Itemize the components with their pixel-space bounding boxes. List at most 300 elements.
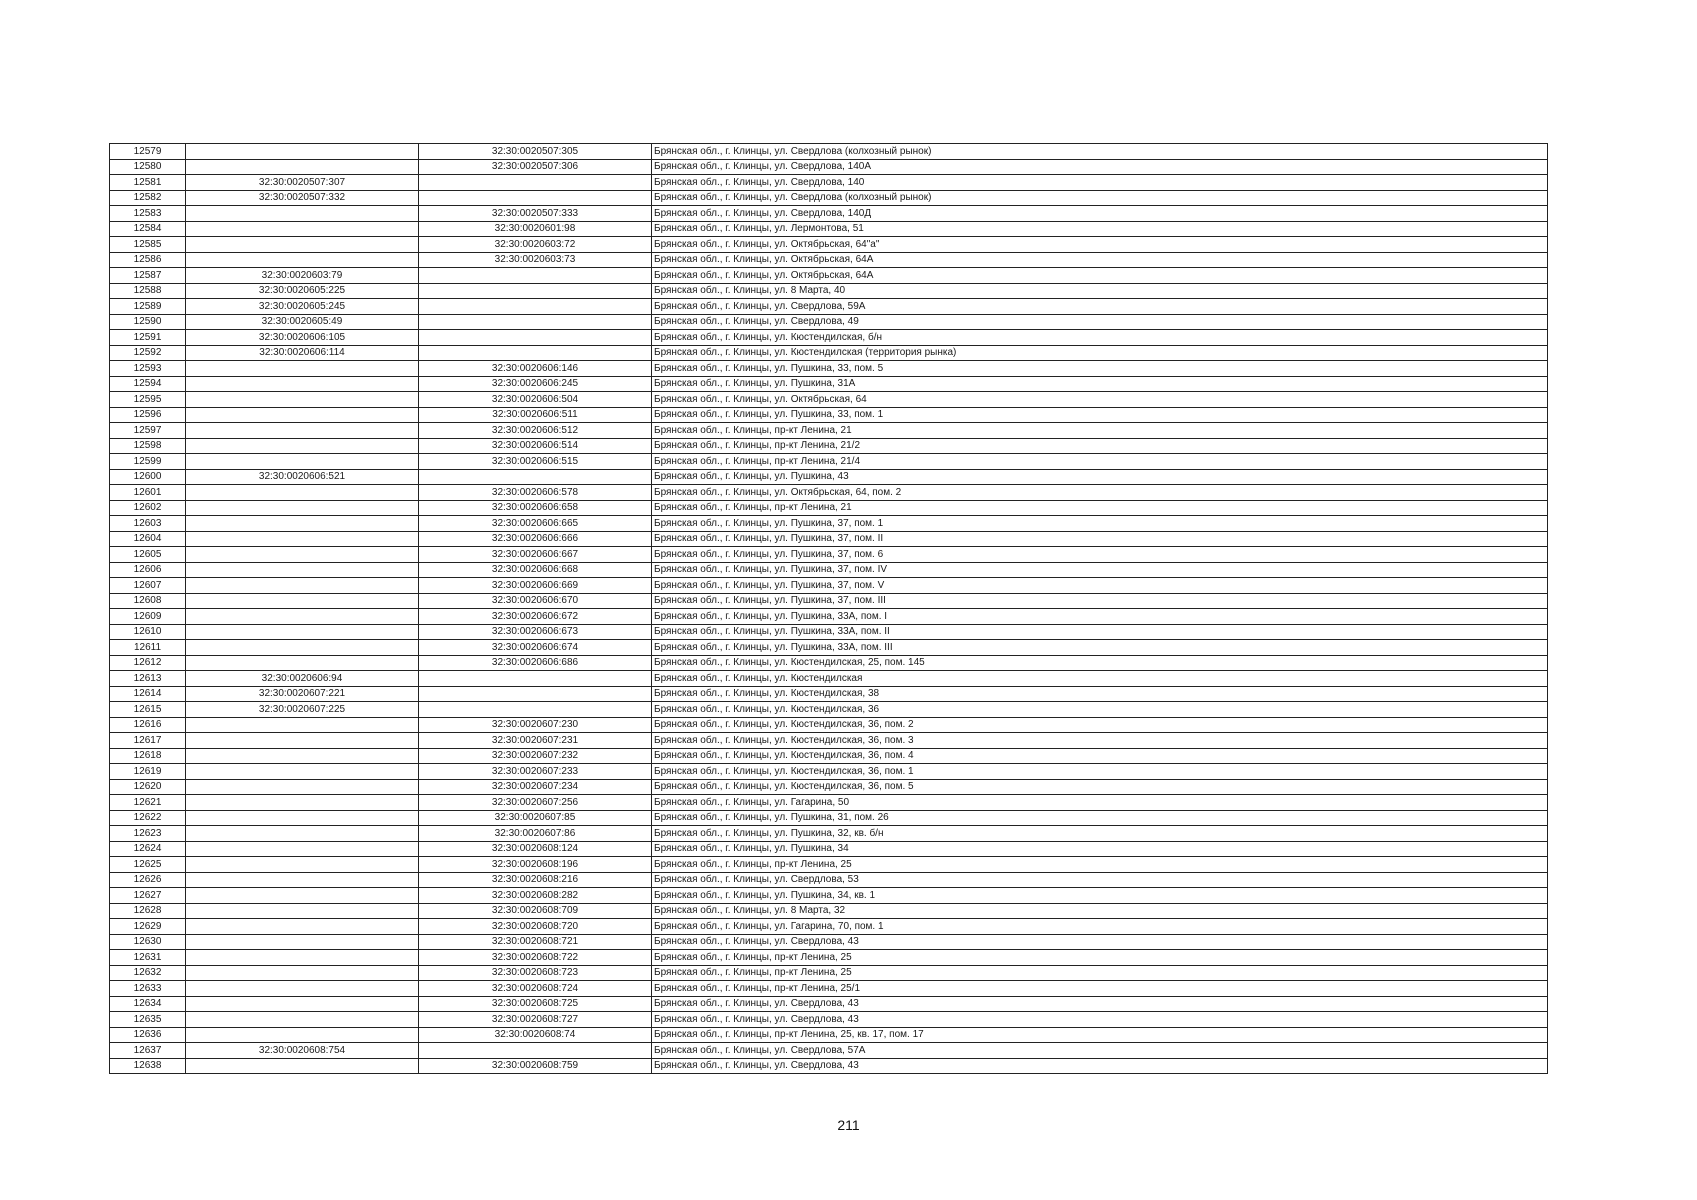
object-cadastral-number-cell: 32:30:0020608:709 (419, 903, 652, 919)
object-cadastral-number-cell: 32:30:0020607:85 (419, 810, 652, 826)
address-cell: Брянская обл., г. Клинцы, ул. Пушкина, 37, пом. III (652, 593, 1548, 609)
registry-table (109, 143, 1548, 1074)
table-row (110, 314, 1548, 330)
address-cell: Брянская обл., г. Клинцы, ул. Свердлова, 43 (652, 1058, 1548, 1074)
cadastral-number-cell: 32:30:0020606:105 (186, 330, 419, 346)
row-number-cell: 12607 (110, 578, 186, 594)
object-cadastral-number-cell: 32:30:0020606:658 (419, 500, 652, 516)
cadastral-number-cell (186, 547, 419, 563)
cadastral-number-cell (186, 733, 419, 749)
row-number-cell: 12637 (110, 1043, 186, 1059)
address-cell: Брянская обл., г. Клинцы, ул. Кюстендилская, 36, пом. 1 (652, 764, 1548, 780)
address-cell: Брянская обл., г. Клинцы, ул. Свердлова, 43 (652, 1012, 1548, 1028)
cadastral-number-cell (186, 438, 419, 454)
object-cadastral-number-cell: 32:30:0020607:234 (419, 779, 652, 795)
cadastral-number-cell (186, 1012, 419, 1028)
row-number-cell: 12608 (110, 593, 186, 609)
cadastral-number-cell (186, 640, 419, 656)
table-row (110, 965, 1548, 981)
row-number-cell: 12626 (110, 872, 186, 888)
table-row (110, 671, 1548, 687)
cadastral-number-cell (186, 485, 419, 501)
object-cadastral-number-cell: 32:30:0020606:578 (419, 485, 652, 501)
object-cadastral-number-cell: 32:30:0020608:759 (419, 1058, 652, 1074)
cadastral-number-cell (186, 996, 419, 1012)
row-number-cell: 12628 (110, 903, 186, 919)
row-number-cell: 12630 (110, 934, 186, 950)
address-cell: Брянская обл., г. Клинцы, ул. Пушкина, 33А, пом. II (652, 624, 1548, 640)
object-cadastral-number-cell: 32:30:0020608:124 (419, 841, 652, 857)
address-cell: Брянская обл., г. Клинцы, ул. Пушкина, 33А, пом. I (652, 609, 1548, 625)
address-cell: Брянская обл., г. Клинцы, ул. Гагарина, 50 (652, 795, 1548, 811)
row-number-cell: 12622 (110, 810, 186, 826)
row-number-cell: 12623 (110, 826, 186, 842)
row-number-cell: 12591 (110, 330, 186, 346)
object-cadastral-number-cell: 32:30:0020608:196 (419, 857, 652, 873)
registry-sheet (109, 143, 1548, 1074)
object-cadastral-number-cell: 32:30:0020606:146 (419, 361, 652, 377)
table-row (110, 686, 1548, 702)
table-row (110, 950, 1548, 966)
row-number-cell: 12579 (110, 144, 186, 160)
cadastral-number-cell: 32:30:0020606:521 (186, 469, 419, 485)
row-number-cell: 12625 (110, 857, 186, 873)
cadastral-number-cell: 32:30:0020607:225 (186, 702, 419, 718)
object-cadastral-number-cell: 32:30:0020601:98 (419, 221, 652, 237)
object-cadastral-number-cell (419, 299, 652, 315)
address-cell: Брянская обл., г. Клинцы, ул. Октябрьская, 64, пом. 2 (652, 485, 1548, 501)
table-row (110, 407, 1548, 423)
row-number-cell: 12633 (110, 981, 186, 997)
object-cadastral-number-cell (419, 330, 652, 346)
address-cell: Брянская обл., г. Клинцы, ул. Свердлова, 43 (652, 934, 1548, 950)
address-cell: Брянская обл., г. Клинцы, ул. Свердлова (колхозный рынок) (652, 144, 1548, 160)
table-row (110, 810, 1548, 826)
object-cadastral-number-cell (419, 686, 652, 702)
object-cadastral-number-cell: 32:30:0020606:673 (419, 624, 652, 640)
table-row (110, 1012, 1548, 1028)
object-cadastral-number-cell: 32:30:0020606:665 (419, 516, 652, 532)
table-row (110, 934, 1548, 950)
table-row (110, 826, 1548, 842)
cadastral-number-cell: 32:30:0020605:49 (186, 314, 419, 330)
table-row (110, 221, 1548, 237)
cadastral-number-cell (186, 578, 419, 594)
table-row (110, 717, 1548, 733)
table-row (110, 996, 1548, 1012)
address-cell: Брянская обл., г. Клинцы, ул. Кюстендилская, 36, пом. 4 (652, 748, 1548, 764)
row-number-cell: 12602 (110, 500, 186, 516)
object-cadastral-number-cell: 32:30:0020607:232 (419, 748, 652, 764)
table-row (110, 438, 1548, 454)
table-row (110, 795, 1548, 811)
row-number-cell: 12600 (110, 469, 186, 485)
address-cell: Брянская обл., г. Клинцы, ул. Свердлова, 140 (652, 175, 1548, 191)
row-number-cell: 12610 (110, 624, 186, 640)
address-cell: Брянская обл., г. Клинцы, пр-кт Ленина, 21/4 (652, 454, 1548, 470)
cadastral-number-cell (186, 950, 419, 966)
address-cell: Брянская обл., г. Клинцы, ул. Кюстендилская (652, 671, 1548, 687)
table-row (110, 702, 1548, 718)
object-cadastral-number-cell: 32:30:0020608:723 (419, 965, 652, 981)
cadastral-number-cell (186, 795, 419, 811)
row-number-cell: 12619 (110, 764, 186, 780)
table-row (110, 748, 1548, 764)
row-number-cell: 12618 (110, 748, 186, 764)
cadastral-number-cell (186, 392, 419, 408)
table-row (110, 392, 1548, 408)
object-cadastral-number-cell: 32:30:0020607:233 (419, 764, 652, 780)
table-row (110, 609, 1548, 625)
object-cadastral-number-cell: 32:30:0020608:725 (419, 996, 652, 1012)
row-number-cell: 12588 (110, 283, 186, 299)
object-cadastral-number-cell (419, 1043, 652, 1059)
table-row (110, 159, 1548, 175)
row-number-cell: 12603 (110, 516, 186, 532)
table-row (110, 593, 1548, 609)
address-cell: Брянская обл., г. Клинцы, ул. 8 Марта, 40 (652, 283, 1548, 299)
row-number-cell: 12580 (110, 159, 186, 175)
cadastral-number-cell (186, 206, 419, 222)
address-cell: Брянская обл., г. Клинцы, ул. Пушкина, 34, кв. 1 (652, 888, 1548, 904)
cadastral-number-cell (186, 717, 419, 733)
table-row (110, 283, 1548, 299)
table-row (110, 299, 1548, 315)
address-cell: Брянская обл., г. Клинцы, ул. 8 Марта, 32 (652, 903, 1548, 919)
object-cadastral-number-cell: 32:30:0020606:512 (419, 423, 652, 439)
address-cell: Брянская обл., г. Клинцы, пр-кт Ленина, 25, кв. 17, пом. 17 (652, 1027, 1548, 1043)
table-row (110, 562, 1548, 578)
cadastral-number-cell (186, 965, 419, 981)
table-row (110, 981, 1548, 997)
object-cadastral-number-cell: 32:30:0020608:724 (419, 981, 652, 997)
cadastral-number-cell: 32:30:0020606:94 (186, 671, 419, 687)
cadastral-number-cell: 32:30:0020605:225 (186, 283, 419, 299)
address-cell: Брянская обл., г. Клинцы, ул. Пушкина, 37, пом. V (652, 578, 1548, 594)
row-number-cell: 12595 (110, 392, 186, 408)
address-cell: Брянская обл., г. Клинцы, ул. Октябрьская, 64"а" (652, 237, 1548, 253)
address-cell: Брянская обл., г. Клинцы, ул. Октябрьская, 64 (652, 392, 1548, 408)
table-row (110, 175, 1548, 191)
cadastral-number-cell (186, 531, 419, 547)
row-number-cell: 12627 (110, 888, 186, 904)
cadastral-number-cell (186, 500, 419, 516)
address-cell: Брянская обл., г. Клинцы, ул. Кюстендилская (территория рынка) (652, 345, 1548, 361)
object-cadastral-number-cell: 32:30:0020603:73 (419, 252, 652, 268)
cadastral-number-cell (186, 593, 419, 609)
cadastral-number-cell (186, 361, 419, 377)
table-row (110, 268, 1548, 284)
object-cadastral-number-cell: 32:30:0020607:86 (419, 826, 652, 842)
row-number-cell: 12605 (110, 547, 186, 563)
row-number-cell: 12635 (110, 1012, 186, 1028)
table-row (110, 624, 1548, 640)
table-row (110, 919, 1548, 935)
address-cell: Брянская обл., г. Клинцы, ул. Гагарина, 70, пом. 1 (652, 919, 1548, 935)
cadastral-number-cell (186, 841, 419, 857)
table-row (110, 888, 1548, 904)
row-number-cell: 12593 (110, 361, 186, 377)
row-number-cell: 12598 (110, 438, 186, 454)
row-number-cell: 12594 (110, 376, 186, 392)
object-cadastral-number-cell: 32:30:0020603:72 (419, 237, 652, 253)
address-cell: Брянская обл., г. Клинцы, ул. Пушкина, 34 (652, 841, 1548, 857)
address-cell: Брянская обл., г. Клинцы, ул. Кюстендилская, 36, пом. 3 (652, 733, 1548, 749)
table-row (110, 872, 1548, 888)
address-cell: Брянская обл., г. Клинцы, ул. Пушкина, 33А, пом. III (652, 640, 1548, 656)
object-cadastral-number-cell (419, 190, 652, 206)
table-row (110, 454, 1548, 470)
cadastral-number-cell (186, 454, 419, 470)
cadastral-number-cell (186, 376, 419, 392)
row-number-cell: 12636 (110, 1027, 186, 1043)
table-row (110, 841, 1548, 857)
row-number-cell: 12612 (110, 655, 186, 671)
table-row (110, 469, 1548, 485)
address-cell: Брянская обл., г. Клинцы, ул. Кюстендилская, 36 (652, 702, 1548, 718)
cadastral-number-cell (186, 252, 419, 268)
address-cell: Брянская обл., г. Клинцы, ул. Свердлова (колхозный рынок) (652, 190, 1548, 206)
row-number-cell: 12613 (110, 671, 186, 687)
table-row (110, 516, 1548, 532)
table-row (110, 779, 1548, 795)
object-cadastral-number-cell (419, 175, 652, 191)
cadastral-number-cell: 32:30:0020607:221 (186, 686, 419, 702)
address-cell: Брянская обл., г. Клинцы, ул. Свердлова, 49 (652, 314, 1548, 330)
row-number-cell: 12609 (110, 609, 186, 625)
cadastral-number-cell (186, 624, 419, 640)
object-cadastral-number-cell: 32:30:0020606:674 (419, 640, 652, 656)
table-row (110, 206, 1548, 222)
object-cadastral-number-cell (419, 345, 652, 361)
object-cadastral-number-cell: 32:30:0020606:669 (419, 578, 652, 594)
table-row (110, 531, 1548, 547)
registry-table-body (110, 144, 1548, 1074)
row-number-cell: 12621 (110, 795, 186, 811)
cadastral-number-cell (186, 919, 419, 935)
table-row (110, 361, 1548, 377)
address-cell: Брянская обл., г. Клинцы, ул. Пушкина, 33, пом. 5 (652, 361, 1548, 377)
address-cell: Брянская обл., г. Клинцы, ул. Свердлова, 43 (652, 996, 1548, 1012)
address-cell: Брянская обл., г. Клинцы, пр-кт Ленина, 25 (652, 965, 1548, 981)
row-number-cell: 12631 (110, 950, 186, 966)
row-number-cell: 12601 (110, 485, 186, 501)
cadastral-number-cell: 32:30:0020603:79 (186, 268, 419, 284)
row-number-cell: 12584 (110, 221, 186, 237)
table-row (110, 547, 1548, 563)
address-cell: Брянская обл., г. Клинцы, ул. Пушкина, 33, пом. 1 (652, 407, 1548, 423)
cadastral-number-cell: 32:30:0020608:754 (186, 1043, 419, 1059)
object-cadastral-number-cell: 32:30:0020606:504 (419, 392, 652, 408)
address-cell: Брянская обл., г. Клинцы, ул. Кюстендилская, 36, пом. 5 (652, 779, 1548, 795)
cadastral-number-cell (186, 407, 419, 423)
cadastral-number-cell (186, 810, 419, 826)
table-row (110, 190, 1548, 206)
object-cadastral-number-cell: 32:30:0020608:216 (419, 872, 652, 888)
row-number-cell: 12604 (110, 531, 186, 547)
address-cell: Брянская обл., г. Клинцы, пр-кт Ленина, 25 (652, 950, 1548, 966)
object-cadastral-number-cell: 32:30:0020606:666 (419, 531, 652, 547)
table-row (110, 578, 1548, 594)
row-number-cell: 12638 (110, 1058, 186, 1074)
row-number-cell: 12592 (110, 345, 186, 361)
table-row (110, 764, 1548, 780)
table-row (110, 237, 1548, 253)
address-cell: Брянская обл., г. Клинцы, ул. Октябрьская, 64А (652, 252, 1548, 268)
table-row (110, 733, 1548, 749)
cadastral-number-cell (186, 562, 419, 578)
table-row (110, 144, 1548, 160)
row-number-cell: 12589 (110, 299, 186, 315)
cadastral-number-cell (186, 1058, 419, 1074)
cadastral-number-cell (186, 144, 419, 160)
address-cell: Брянская обл., г. Клинцы, ул. Кюстендилская, 25, пом. 145 (652, 655, 1548, 671)
address-cell: Брянская обл., г. Клинцы, ул. Октябрьская, 64А (652, 268, 1548, 284)
table-row (110, 423, 1548, 439)
table-row (110, 330, 1548, 346)
cadastral-number-cell (186, 609, 419, 625)
object-cadastral-number-cell: 32:30:0020608:720 (419, 919, 652, 935)
object-cadastral-number-cell (419, 283, 652, 299)
row-number-cell: 12634 (110, 996, 186, 1012)
cadastral-number-cell: 32:30:0020606:114 (186, 345, 419, 361)
address-cell: Брянская обл., г. Клинцы, ул. Пушкина, 31А (652, 376, 1548, 392)
object-cadastral-number-cell: 32:30:0020607:231 (419, 733, 652, 749)
object-cadastral-number-cell: 32:30:0020607:230 (419, 717, 652, 733)
address-cell: Брянская обл., г. Клинцы, ул. Кюстендилская, 36, пом. 2 (652, 717, 1548, 733)
cadastral-number-cell: 32:30:0020507:307 (186, 175, 419, 191)
cadastral-number-cell: 32:30:0020507:332 (186, 190, 419, 206)
cadastral-number-cell (186, 779, 419, 795)
object-cadastral-number-cell: 32:30:0020608:722 (419, 950, 652, 966)
address-cell: Брянская обл., г. Клинцы, пр-кт Ленина, 25/1 (652, 981, 1548, 997)
table-row (110, 485, 1548, 501)
object-cadastral-number-cell: 32:30:0020608:282 (419, 888, 652, 904)
address-cell: Брянская обл., г. Клинцы, ул. Свердлова, 53 (652, 872, 1548, 888)
row-number-cell: 12629 (110, 919, 186, 935)
cadastral-number-cell (186, 423, 419, 439)
table-row (110, 640, 1548, 656)
row-number-cell: 12597 (110, 423, 186, 439)
object-cadastral-number-cell: 32:30:0020606:245 (419, 376, 652, 392)
address-cell: Брянская обл., г. Клинцы, ул. Свердлова, 140Д (652, 206, 1548, 222)
table-row (110, 1058, 1548, 1074)
object-cadastral-number-cell: 32:30:0020507:333 (419, 206, 652, 222)
object-cadastral-number-cell: 32:30:0020606:668 (419, 562, 652, 578)
cadastral-number-cell (186, 159, 419, 175)
address-cell: Брянская обл., г. Клинцы, ул. Пушкина, 31, пом. 26 (652, 810, 1548, 826)
address-cell: Брянская обл., г. Клинцы, ул. Кюстендилская, б/н (652, 330, 1548, 346)
address-cell: Брянская обл., г. Клинцы, ул. Свердлова, 140А (652, 159, 1548, 175)
address-cell: Брянская обл., г. Клинцы, пр-кт Ленина, 21/2 (652, 438, 1548, 454)
row-number-cell: 12583 (110, 206, 186, 222)
object-cadastral-number-cell: 32:30:0020606:515 (419, 454, 652, 470)
address-cell: Брянская обл., г. Клинцы, ул. Свердлова, 57А (652, 1043, 1548, 1059)
cadastral-number-cell (186, 857, 419, 873)
object-cadastral-number-cell: 32:30:0020606:686 (419, 655, 652, 671)
row-number-cell: 12590 (110, 314, 186, 330)
object-cadastral-number-cell: 32:30:0020606:667 (419, 547, 652, 563)
row-number-cell: 12632 (110, 965, 186, 981)
cadastral-number-cell: 32:30:0020605:245 (186, 299, 419, 315)
address-cell: Брянская обл., г. Клинцы, пр-кт Ленина, 25 (652, 857, 1548, 873)
table-row (110, 376, 1548, 392)
row-number-cell: 12581 (110, 175, 186, 191)
address-cell: Брянская обл., г. Клинцы, ул. Лермонтова, 51 (652, 221, 1548, 237)
address-cell: Брянская обл., г. Клинцы, пр-кт Ленина, 21 (652, 500, 1548, 516)
address-cell: Брянская обл., г. Клинцы, ул. Пушкина, 37, пом. II (652, 531, 1548, 547)
object-cadastral-number-cell (419, 469, 652, 485)
address-cell: Брянская обл., г. Клинцы, ул. Кюстендилская, 38 (652, 686, 1548, 702)
address-cell: Брянская обл., г. Клинцы, ул. Пушкина, 37, пом. 1 (652, 516, 1548, 532)
cadastral-number-cell (186, 934, 419, 950)
table-row (110, 1043, 1548, 1059)
cadastral-number-cell (186, 237, 419, 253)
row-number-cell: 12599 (110, 454, 186, 470)
row-number-cell: 12586 (110, 252, 186, 268)
row-number-cell: 12585 (110, 237, 186, 253)
cadastral-number-cell (186, 516, 419, 532)
address-cell: Брянская обл., г. Клинцы, ул. Свердлова, 59А (652, 299, 1548, 315)
cadastral-number-cell (186, 981, 419, 997)
object-cadastral-number-cell: 32:30:0020507:306 (419, 159, 652, 175)
row-number-cell: 12587 (110, 268, 186, 284)
row-number-cell: 12616 (110, 717, 186, 733)
cadastral-number-cell (186, 221, 419, 237)
address-cell: Брянская обл., г. Клинцы, пр-кт Ленина, 21 (652, 423, 1548, 439)
row-number-cell: 12596 (110, 407, 186, 423)
row-number-cell: 12611 (110, 640, 186, 656)
row-number-cell: 12614 (110, 686, 186, 702)
object-cadastral-number-cell: 32:30:0020606:672 (419, 609, 652, 625)
object-cadastral-number-cell: 32:30:0020608:727 (419, 1012, 652, 1028)
cadastral-number-cell (186, 764, 419, 780)
address-cell: Брянская обл., г. Клинцы, ул. Пушкина, 37, пом. IV (652, 562, 1548, 578)
address-cell: Брянская обл., г. Клинцы, ул. Пушкина, 32, кв. б/н (652, 826, 1548, 842)
row-number-cell: 12615 (110, 702, 186, 718)
row-number-cell: 12582 (110, 190, 186, 206)
object-cadastral-number-cell: 32:30:0020608:74 (419, 1027, 652, 1043)
row-number-cell: 12620 (110, 779, 186, 795)
address-cell: Брянская обл., г. Клинцы, ул. Пушкина, 37, пом. 6 (652, 547, 1548, 563)
object-cadastral-number-cell (419, 702, 652, 718)
cadastral-number-cell (186, 655, 419, 671)
table-row (110, 345, 1548, 361)
object-cadastral-number-cell: 32:30:0020507:305 (419, 144, 652, 160)
address-cell: Брянская обл., г. Клинцы, ул. Пушкина, 43 (652, 469, 1548, 485)
table-row (110, 903, 1548, 919)
cadastral-number-cell (186, 826, 419, 842)
object-cadastral-number-cell: 32:30:0020606:670 (419, 593, 652, 609)
cadastral-number-cell (186, 872, 419, 888)
object-cadastral-number-cell (419, 268, 652, 284)
cadastral-number-cell (186, 748, 419, 764)
object-cadastral-number-cell: 32:30:0020606:514 (419, 438, 652, 454)
table-row (110, 857, 1548, 873)
row-number-cell: 12606 (110, 562, 186, 578)
row-number-cell: 12617 (110, 733, 186, 749)
table-row (110, 500, 1548, 516)
row-number-cell: 12624 (110, 841, 186, 857)
object-cadastral-number-cell (419, 671, 652, 687)
object-cadastral-number-cell: 32:30:0020607:256 (419, 795, 652, 811)
page-number: 211 (837, 1117, 860, 1133)
cadastral-number-cell (186, 888, 419, 904)
table-row (110, 252, 1548, 268)
table-row (110, 655, 1548, 671)
table-row (110, 1027, 1548, 1043)
object-cadastral-number-cell: 32:30:0020608:721 (419, 934, 652, 950)
